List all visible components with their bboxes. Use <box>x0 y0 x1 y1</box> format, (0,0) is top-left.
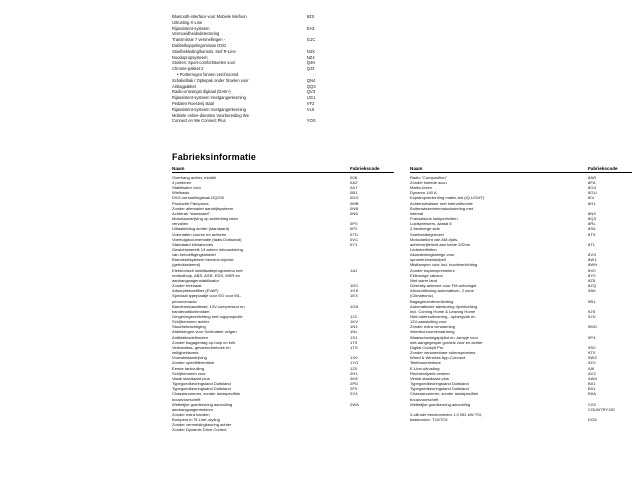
row-name: Zonder bagagedrag op-hulp en krik <box>172 339 236 345</box>
row-name: Omgevingsverlichting met logoprojectie <box>172 314 243 319</box>
row-name: Voernatten vooren en achterin <box>172 231 227 237</box>
row-name: Voertuigdocumentatie (taals Duitsland) <box>172 236 242 242</box>
row-name: Stoelen: Sport-comfortstoelen voor <box>172 60 236 66</box>
row-name: Standaard klimatzones <box>172 241 214 247</box>
row-name: Eklinlorige cänson <box>410 272 443 278</box>
row-name: Luidspreiwers, aantal 6 <box>410 221 452 227</box>
row-name: /interieurvoorverwarming <box>410 329 455 335</box>
row-name: Radio-ontvangst digitaal (DAB+) <box>172 89 231 95</box>
row-name: E-Line-uitrusting <box>410 365 440 371</box>
row-code: QV3 <box>306 89 316 95</box>
row-code: 0P0 <box>350 221 358 227</box>
row-name: Stuurbekrachtiging <box>172 324 206 330</box>
row-name: Zonder verwarmbare ruitensproeiers <box>410 350 476 356</box>
row-code: COUNTRY:DE <box>588 406 615 412</box>
row-name: Automatische aansturing rijverlichting <box>410 303 478 309</box>
row-name: Transmissie 7 versnellingen - <box>172 37 226 43</box>
row-name: Stabilisator vóór <box>172 185 202 191</box>
row-name: Typegoedkeuringsland Duitsland <box>172 381 231 387</box>
row-code: 1N1 <box>350 324 358 330</box>
row-code: 1EX <box>350 293 359 299</box>
row-code: 8W1 <box>588 257 597 263</box>
row-name: Productie Pamplona <box>172 200 209 206</box>
row-name: Zonder alternatief aandrijfsysteem <box>172 205 234 211</box>
row-name: Rechterzijzeid verkeer <box>410 370 451 376</box>
factory-code-column-right <box>410 166 632 433</box>
row-code: VL6 <box>306 106 315 112</box>
row-name: Mobiele online-diensten Voorbereiding We <box>172 112 249 118</box>
row-code: 0TD <box>350 231 359 237</box>
options-top-list <box>172 14 342 124</box>
row-name: Niet warm land <box>410 277 437 283</box>
factory-code-column-left <box>172 166 394 433</box>
row-code: 9JS <box>588 308 596 314</box>
row-name: Wettelijke goedkeuring aanvulling <box>172 401 233 407</box>
row-code: 1S1 <box>350 334 358 340</box>
row-name: Zonder trekhaak <box>172 283 202 289</box>
row-code: 0NB <box>350 205 359 211</box>
row-name: Noodopropsysteem <box>172 54 208 60</box>
header-code-label: Fabriekscode <box>588 166 618 171</box>
row-name: Chassisnummer, zonder landspecifiek <box>410 391 479 397</box>
row-name: Elektronisch stabilisatieprogramma met <box>172 267 243 273</box>
row-code: 8N9 <box>588 210 596 216</box>
row-name: vervallen <box>172 221 189 227</box>
row-code: 8H1 <box>588 200 596 206</box>
row-code: 9AK <box>588 288 597 294</box>
row-code: 9WZ <box>588 355 597 361</box>
row-code: 8ZQ <box>588 283 597 289</box>
row-name: Typegoedkeuringsland Duitsland <box>410 381 469 387</box>
table-row <box>410 417 632 422</box>
row-name: Matrix-lezen <box>410 185 433 191</box>
row-code: 1NL <box>350 329 358 335</box>
row-name: personenauto <box>172 298 197 304</box>
row-code: N3X <box>306 48 316 54</box>
row-code: 9ZX <box>588 360 596 366</box>
row-name: Uitrusting X-Line <box>172 19 203 25</box>
table-row <box>172 427 394 432</box>
row-code: G1C <box>306 37 316 43</box>
row-code: 1YG <box>350 360 359 366</box>
row-name: Bumpers in 'R-Line'-styling <box>172 417 220 423</box>
row-name: Bandenreparatieset; 12V-compressor en <box>172 303 245 309</box>
row-code: AW4 <box>588 375 598 381</box>
row-code: 1AJ <box>350 267 358 273</box>
row-name: Vaste standaard plus <box>172 375 210 381</box>
header-code-label: Fabriekscode <box>350 166 380 171</box>
row-code: 9T0 <box>588 350 596 356</box>
row-name: rembalhulp, ABS, ASR, EDS, MSR en <box>172 272 240 278</box>
row-code: 1TS <box>350 344 358 350</box>
row-code: C03 <box>588 401 596 407</box>
row-name: Adsorptiekoelfilter (EVAP) <box>172 288 219 294</box>
row-name: Typegoedkeuringsland Duitsland <box>172 386 231 392</box>
row-code: 0N6 <box>350 210 358 216</box>
row-name: Digital Cockpit Pro <box>410 344 444 350</box>
row-code: 0MB <box>350 200 359 206</box>
row-name: Achteras "standaard" <box>172 210 210 216</box>
row-code: 2V3 <box>350 391 358 397</box>
row-name: Schijfremmen voor <box>172 370 206 376</box>
row-name: 4 portieren <box>172 179 192 185</box>
row-name: Chassisnummer, zonder landspecifiek <box>172 391 241 397</box>
row-name: bandenafdichtmiddel <box>172 308 210 314</box>
row-name: Zonder tweede accu <box>410 179 447 185</box>
row-code: 0Y1 <box>350 241 358 247</box>
row-code: 0VC <box>350 236 359 242</box>
row-code: 9ZX <box>306 14 315 19</box>
row-name: Voorwielaandrijving <box>172 355 207 361</box>
row-code: VF2 <box>306 100 315 106</box>
row-code: 8WH <box>588 262 598 268</box>
row-name: Brandstofsysteem benzine-injectie <box>172 257 234 263</box>
row-name: Wired & WireAss App-Connect <box>410 355 466 361</box>
row-code: QJ3 <box>306 66 315 72</box>
row-name: Typegoedkeuringsland Duitsland <box>410 386 469 392</box>
row-code: 1KV <box>350 319 359 325</box>
row-name: Pedalen Roestvrij staal <box>172 100 214 106</box>
row-code: DG8 <box>588 417 597 423</box>
row-name: Schijfremmen achter <box>172 319 210 325</box>
row-code: 0B1 <box>350 190 358 196</box>
row-name: Rijassistent-systeem <box>172 25 210 31</box>
row-code: 008 <box>350 174 358 180</box>
row-name: aanhangwagentrekken <box>172 406 213 412</box>
row-code: 1D0 <box>350 283 358 289</box>
row-name: Overhang achter, middel <box>172 174 217 180</box>
row-name: Motoclarlicht van AM-rijdis, <box>410 236 459 242</box>
row-name: Achterruitwisser met intervalfunctie <box>410 200 473 206</box>
row-name: Bagageruimteverlichting <box>410 298 454 304</box>
row-name: (getrokkeleemt) <box>172 262 201 268</box>
row-code: 8G4 <box>588 185 597 191</box>
row-name: Versie standaard plus <box>410 375 449 381</box>
row-name: interval <box>410 210 424 216</box>
row-name: Chrome-pakket 2 <box>172 66 204 72</box>
row-code: 8Y0 <box>588 272 596 278</box>
row-name: sproeiervloeistofpeil <box>410 257 446 263</box>
row-name: veiligheidsvest <box>172 350 199 356</box>
table-row <box>172 118 342 124</box>
row-name: Akoestiwlingkamige voor <box>410 252 455 258</box>
row-name: niet-aangegespte gordels vóór en achter <box>410 339 483 345</box>
row-name: incl. Coming Home & Leaving Home <box>410 308 476 314</box>
row-name: Snelheidbegrenzer <box>410 231 444 237</box>
row-code: 8TL <box>588 241 596 247</box>
row-code: UG1 <box>306 95 316 101</box>
row-name: Rijassistent-systeem Voetgangerkenning <box>172 95 246 101</box>
row-name: Wielbasis <box>172 190 190 196</box>
row-name: Speciaal typeplaatje voor EG voor M1- <box>172 293 242 299</box>
row-code: 9MG <box>588 324 598 330</box>
row-name: 2-bezieerge side <box>410 226 440 232</box>
row-code: YOS <box>306 118 316 124</box>
row-name: Verbandtas, gevarendriehoek en <box>172 344 231 350</box>
row-code: 8S6 <box>588 226 596 232</box>
row-code: 1Z0 <box>350 365 358 371</box>
factory-code-table-right <box>410 175 632 423</box>
row-name: Vermoeidheidsdetectering <box>172 31 220 37</box>
row-name: 3-cilinder benzinemotor 1,0 I/81 kW TSI, <box>410 411 483 417</box>
row-name: Antiblatiewielbouten <box>172 334 208 340</box>
row-name: 12V-aansluiting voor <box>410 319 447 325</box>
row-code: 0DG <box>350 195 359 201</box>
row-name: Lederkerfkitten <box>410 246 437 252</box>
row-name: Afdekkingen voor Schimatee velgen <box>172 329 237 335</box>
row-code: 8VG <box>588 252 597 258</box>
row-code: AV3 <box>588 370 596 376</box>
row-code: 9B1 <box>588 298 596 304</box>
row-code <box>350 427 394 432</box>
row-name: Radio "Composition" <box>410 174 448 180</box>
row-name: Dubbelkoppelingsmissie DSG <box>172 42 227 48</box>
row-name: Wettelijke goedkeuring aanvulling <box>410 401 471 407</box>
column-header-left <box>172 166 394 173</box>
row-name: bouwvoorschrift <box>172 396 201 402</box>
row-name: Zonder koplampreinelers <box>410 267 455 273</box>
row-code: 2PD <box>350 381 359 387</box>
row-name: Franszische kekiperlichten <box>410 216 458 222</box>
row-name: Gewichtsbereik 13 arteen inbouwtuiring <box>172 246 243 252</box>
row-code: 0A2 <box>350 179 358 185</box>
row-name: Zonder Dynamic Drive Control <box>172 427 227 433</box>
row-name: aanhangwagenstabilisator <box>172 277 220 283</box>
row-code: 8X0 <box>588 267 596 273</box>
row-name: Mistlampen vóór incl. bochtverlichting <box>410 262 478 268</box>
row-name: Telefooninterface <box>410 360 441 366</box>
row-name: Rijassistent-systeem Voetgangerkenning <box>172 106 246 112</box>
row-name: Zonder extra banden <box>172 411 210 417</box>
row-name: Waarschuwingspijdsd en -lampje voor <box>410 334 479 340</box>
row-code: QN4 <box>306 77 316 83</box>
row-code: B01 <box>588 386 596 392</box>
row-name: Airconditioning automatisch, 2 zone <box>410 288 474 294</box>
row-name: bouwvoorschrift <box>410 396 439 402</box>
row-name: Diversity-antenne voor FM-ontvangst <box>410 283 477 289</box>
factory-code-columns <box>172 166 632 433</box>
row-name: Eerste tankvulling <box>172 365 204 371</box>
row-code: 1J2 <box>350 314 357 319</box>
row-name: Schakelbak / Optiepak onder Stoelen voor <box>172 77 249 83</box>
row-code: 2WA <box>350 401 360 407</box>
row-code: 0A7 <box>350 185 358 191</box>
row-name: Zonder extra verwarming <box>410 324 455 330</box>
row-name: Koplampverlichting matrix-led (IQ.LIGHT) <box>410 195 485 201</box>
row-code: 8Z5 <box>588 277 596 283</box>
row-name: Bluetooth-interface voor Mobiele telefoon <box>172 14 247 19</box>
row-name: Motorlaandrijving op achterkleg laten <box>172 216 239 222</box>
row-code: 2H1 <box>350 370 358 376</box>
row-code: 8FA <box>588 179 596 185</box>
row-code: 8AR <box>588 174 597 180</box>
row-name: • Portierregen binnen verchroomd <box>177 71 239 77</box>
row-name: Zonder speelifferentieel <box>172 360 215 366</box>
row-code: QQ3 <box>306 83 316 89</box>
header-name-label: Naam <box>410 166 423 171</box>
row-code: EH1 <box>306 25 316 31</box>
row-name: Uitlaatleiding achter (standaard) <box>172 226 230 232</box>
row-name: Stoelbekleding/kunstst. Stof R-Line <box>172 48 236 54</box>
options-top-table <box>172 14 342 124</box>
row-code: 0P2 <box>350 226 358 232</box>
page-title: Fabrieksinformatie <box>172 152 257 162</box>
row-code: 8IV <box>588 195 595 201</box>
row-name: DSG-versnellingsbak DQ200 <box>172 195 224 201</box>
row-name: Zonder vermeldingkeuring achter <box>172 422 232 428</box>
row-code: 8Q3 <box>588 216 597 222</box>
row-code: 1G9 <box>350 288 359 294</box>
row-code: A9I <box>588 365 595 371</box>
row-name: achtendrijfelicht aan beide 2/Dhm <box>410 241 471 247</box>
row-code: B0A <box>588 391 597 397</box>
row-code: 1X0 <box>350 355 358 361</box>
row-name: Dynamo 140 A <box>410 190 437 196</box>
row-name: Niet-rokersuitvoering - opbergvak en <box>410 314 476 319</box>
row-code: 9JD <box>588 314 596 319</box>
row-code: 9P4 <box>588 334 596 340</box>
row-code: B01 <box>588 381 596 387</box>
header-name-label: Naam <box>172 166 185 171</box>
row-code: 1T9 <box>350 339 358 345</box>
row-name: (Climatronic) <box>410 293 433 299</box>
row-code: 2K8 <box>350 375 358 381</box>
row-code: 8RL <box>588 221 596 227</box>
factory-code-table-left <box>172 175 394 433</box>
row-name: basismotor: TJ4/TC5 <box>410 417 448 423</box>
column-header-right <box>410 166 632 173</box>
row-code: 8T9 <box>588 231 596 237</box>
row-name: van behoeftigingsmiddel <box>172 252 216 258</box>
row-code: NZ4 <box>306 54 315 60</box>
row-code: Q4H <box>306 60 316 66</box>
row-code: 8GU <box>588 190 597 196</box>
row-code: 9S0 <box>588 344 596 350</box>
row-name: Connect en We Connect Plus <box>172 118 226 124</box>
row-name: Airbagpakket <box>172 83 196 89</box>
row-name: Buitenwisserintervalschakeling met <box>410 205 473 211</box>
row-code: 1G8 <box>350 303 359 309</box>
row-code: 2F0 <box>350 386 358 392</box>
